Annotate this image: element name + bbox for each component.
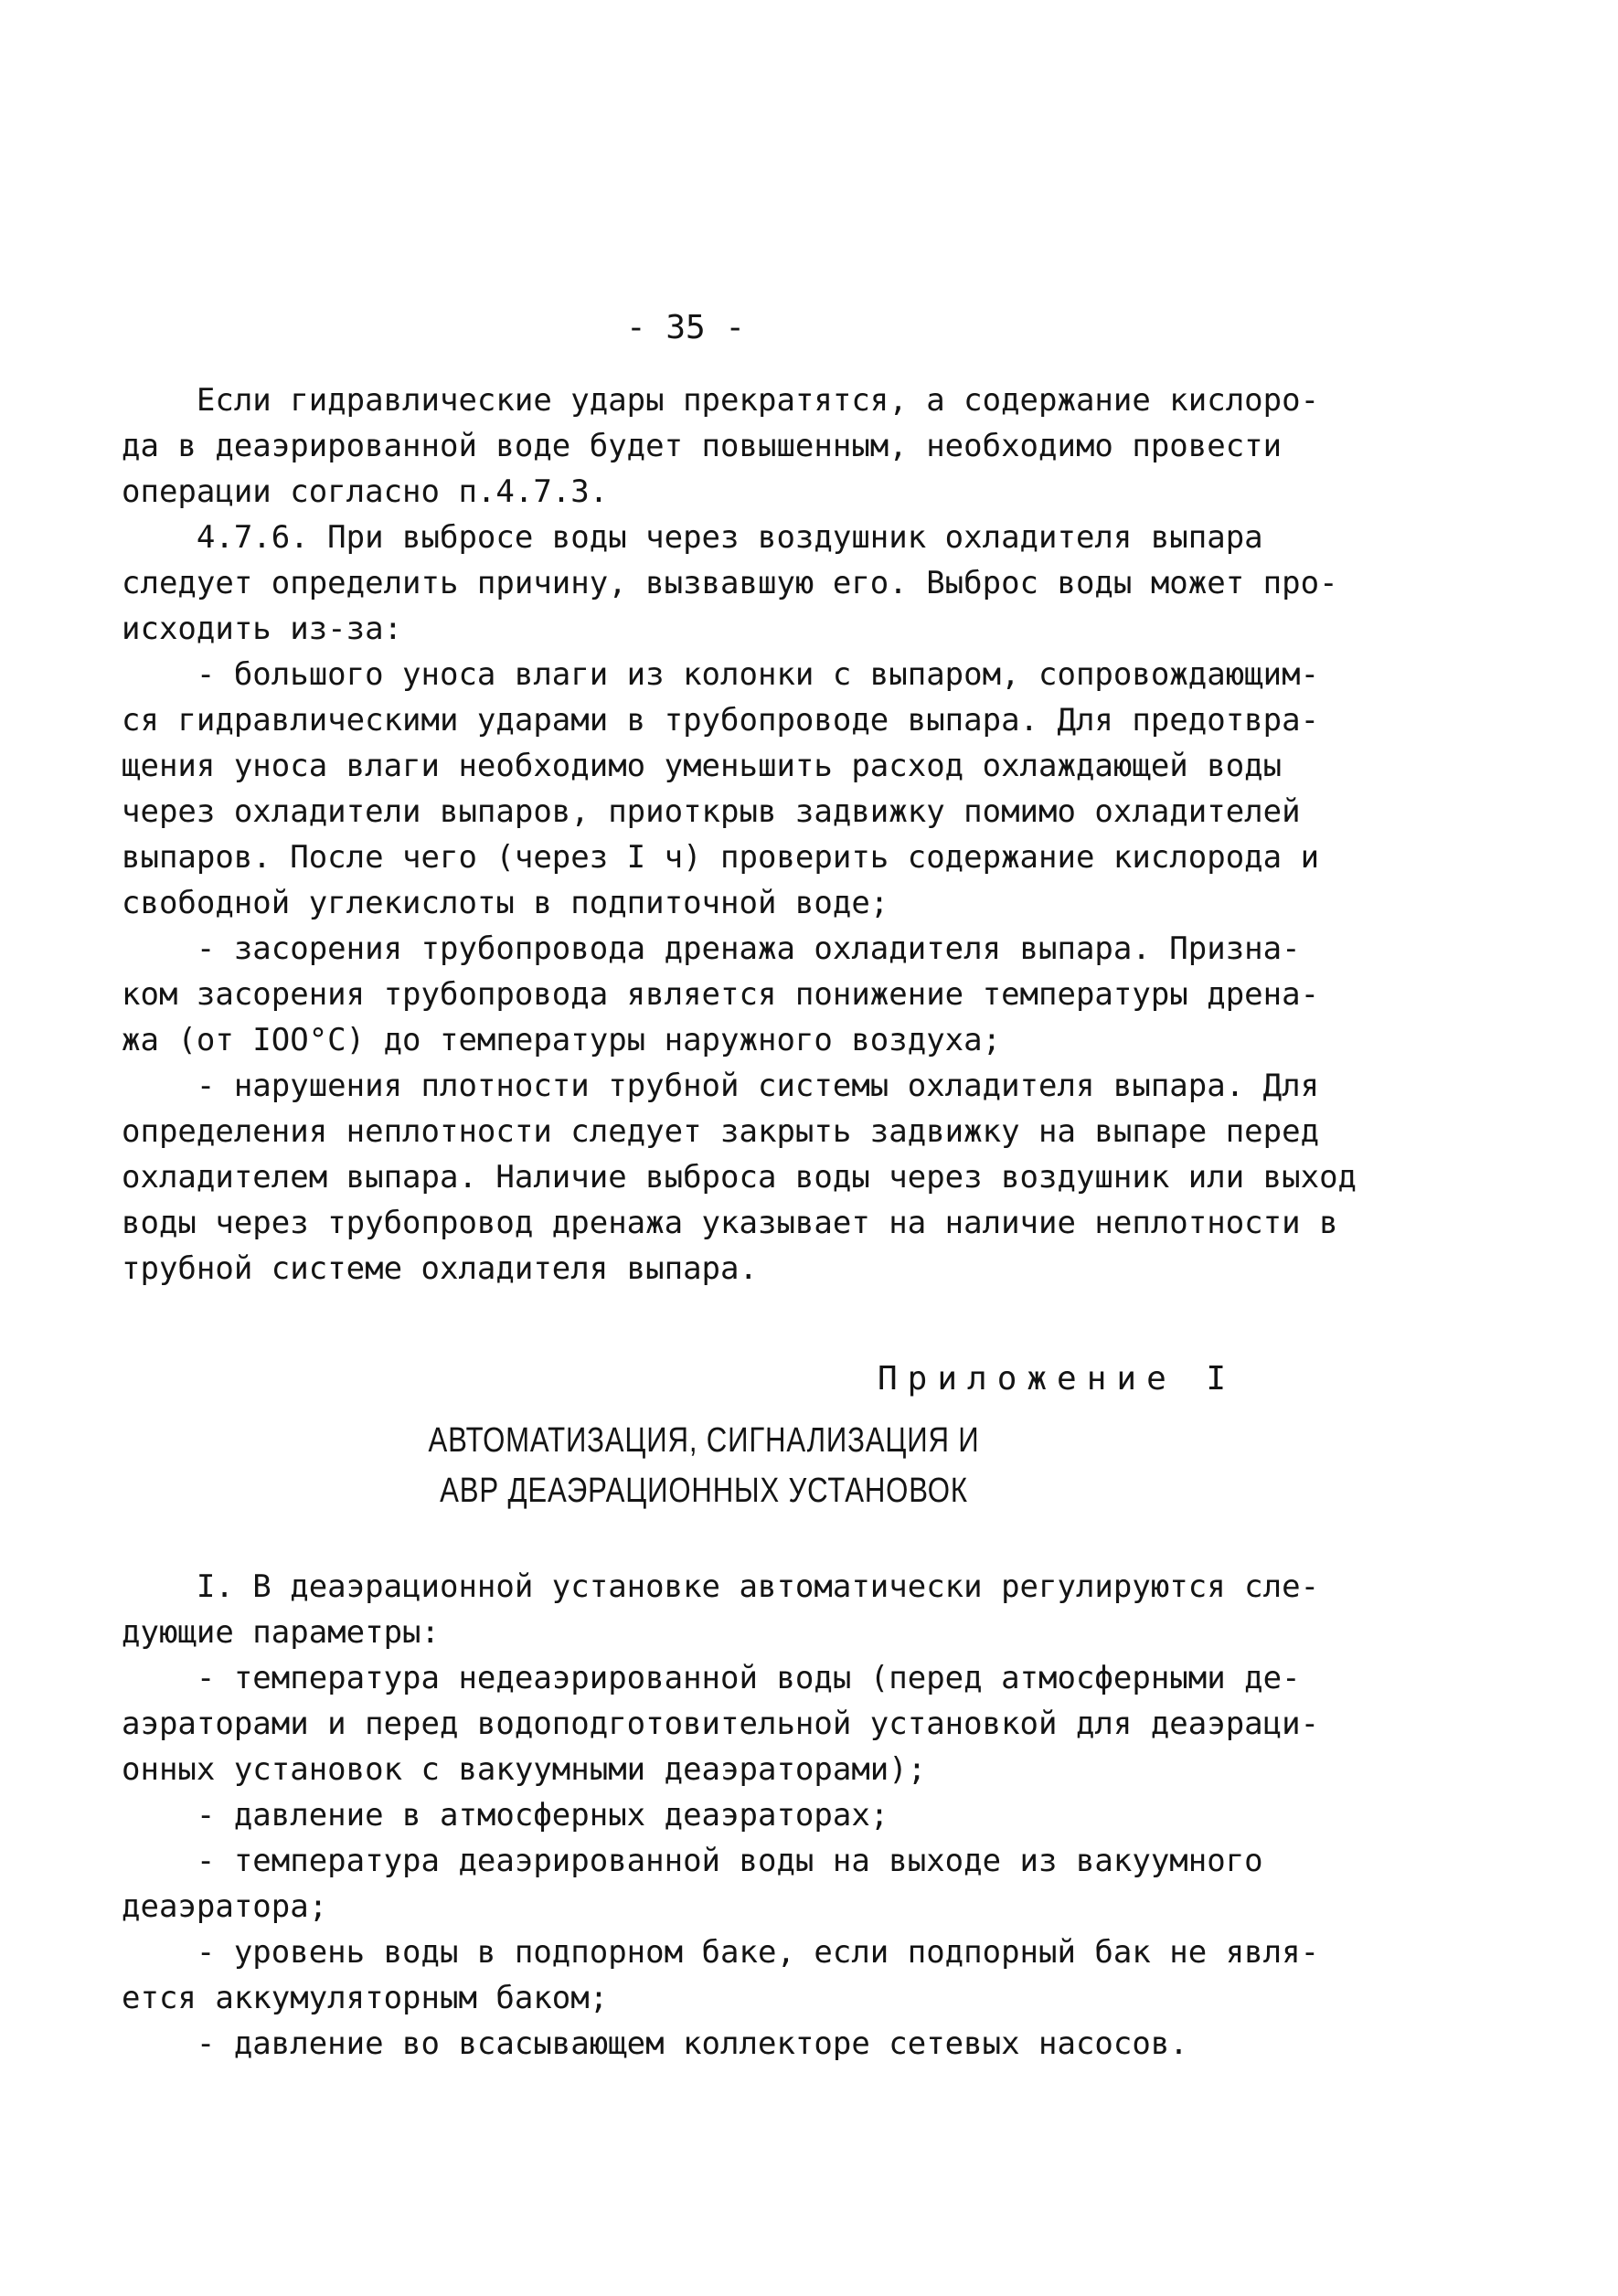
text-line: ется аккумуляторным баком; — [122, 1980, 609, 2016]
text-line: - давление в атмосферных деаэраторах; — [122, 1797, 889, 1834]
text-line: деаэратора; — [122, 1888, 328, 1925]
text-line: исходить из-за: — [122, 611, 403, 647]
text-line: воды через трубопровод дренажа указывает на наличие неплотности в — [122, 1205, 1338, 1241]
text-line: ся гидравлическими ударами в трубопроводе выпара. Для предотвра- — [122, 702, 1320, 739]
appendix-label: Приложение I — [878, 1360, 1237, 1398]
text-line: аэраторами и перед водоподготовительной установкой для деаэраци- — [122, 1706, 1320, 1742]
text-line: дующие параметры: — [122, 1614, 440, 1651]
appendix-title-line1: АВТОМАТИЗАЦИЯ, СИГНАЛИЗАЦИЯ И — [428, 1421, 980, 1460]
text-line: следует определить причину, вызвавшую его. Выброс воды может про- — [122, 565, 1338, 601]
text-line: - большого уноса влаги из колонки с выпаром, сопровождающим- — [122, 656, 1320, 693]
text-line: - температура недеаэрированной воды (перед атмосферными де- — [122, 1660, 1301, 1696]
text-line: - засорения трубопровода дренажа охладителя выпара. Призна- — [122, 930, 1301, 967]
text-line: трубной системе охладителя выпара. — [122, 1250, 758, 1287]
text-line: ком засорения трубопровода является понижение температуры дрена- — [122, 976, 1320, 1013]
text-line: щения уноса влаги необходимо уменьшить расход охлаждающей воды — [122, 748, 1283, 784]
text-line: - температура деаэрированной воды на выходе из вакуумного — [122, 1843, 1263, 1879]
text-line: через охладители выпаров, приоткрыв задвижку помимо охладителей — [122, 793, 1301, 830]
text-line: жа (от IOO°C) до температуры наружного воздуха; — [122, 1022, 1002, 1058]
text-line: охладителем выпара. Наличие выброса воды через воздушник или выход — [122, 1159, 1357, 1196]
text-line: - уровень воды в подпорном баке, если подпорный бак не явля- — [122, 1934, 1320, 1971]
text-line: операции согласно п.4.7.3. — [122, 473, 609, 510]
text-line: свободной углекислоты в подпиточной воде; — [122, 885, 889, 921]
text-line: определения неплотности следует закрыть задвижку на выпаре перед — [122, 1113, 1320, 1150]
text-line: Если гидравлические удары прекратятся, а содержание кислоро- — [122, 382, 1320, 419]
text-line: - давление во всасывающем коллекторе сетевых насосов. — [122, 2025, 1188, 2062]
text-line: онных установок с вакуумными деаэраторами); — [122, 1751, 927, 1788]
text-line: 4.7.6. При выбросе воды через воздушник охладителя выпара — [122, 519, 1263, 556]
page-number: - 35 - — [625, 309, 746, 346]
appendix-title-line2: АВР ДЕАЭРАЦИОННЫХ УСТАНОВОК — [440, 1472, 968, 1510]
text-line: выпаров. После чего (через I ч) проверить содержание кислорода и — [122, 839, 1320, 876]
text-line: I. В деаэрационной установке автоматически регулируются сле- — [122, 1568, 1320, 1605]
text-line: да в деаэрированной воде будет повышенным, необходимо провести — [122, 428, 1283, 464]
text-line: - нарушения плотности трубной системы охладителя выпара. Для — [122, 1068, 1320, 1104]
